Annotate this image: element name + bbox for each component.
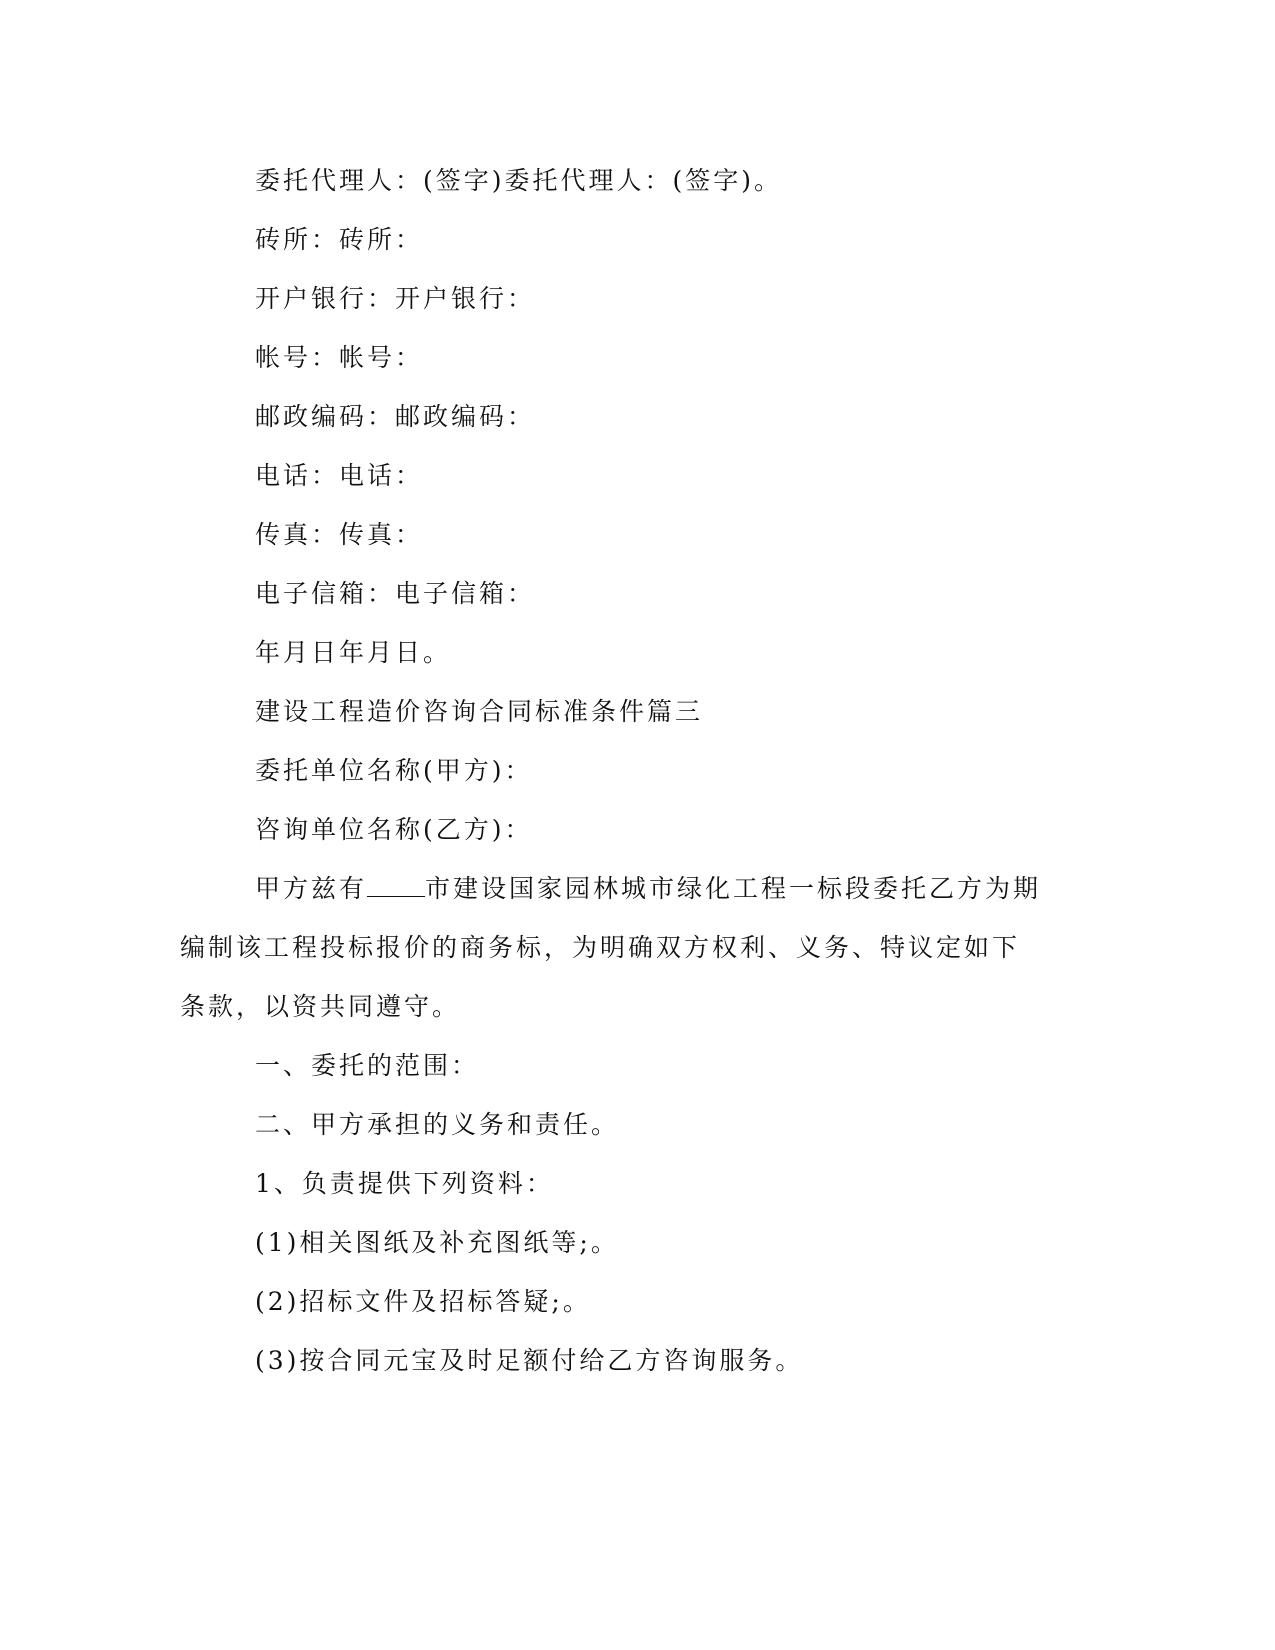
list-item: (2)招标文件及招标答疑;。 bbox=[255, 1287, 591, 1316]
obligations-heading: 二、甲方承担的义务和责任。 bbox=[255, 1110, 620, 1139]
address-line: 砖所：砖所： bbox=[255, 225, 424, 254]
paragraph-line-3: 条款，以资共同遵守。 bbox=[180, 992, 461, 1021]
phone-line: 电话：电话： bbox=[255, 461, 424, 490]
account-line: 帐号：帐号： bbox=[255, 343, 424, 372]
email-line: 电子信箱：电子信箱： bbox=[255, 579, 536, 608]
paragraph-line-1-start: 甲方兹有 bbox=[255, 874, 368, 903]
consultant-name-line: 咨询单位名称(乙方)： bbox=[255, 815, 533, 844]
fill-in-blank bbox=[367, 894, 425, 897]
section-heading: 建设工程造价咨询合同标准条件篇三 bbox=[255, 697, 704, 726]
date-line: 年月日年月日。 bbox=[255, 638, 452, 667]
signatory-line: 委托代理人：(签字)委托代理人：(签字)。 bbox=[255, 166, 783, 195]
paragraph-line-2: 编制该工程投标报价的商务标，为明确双方权利、义务、特议定如下 bbox=[180, 933, 1021, 962]
list-item: (1)相关图纸及补充图纸等;。 bbox=[255, 1228, 619, 1257]
list-item: 1、负责提供下列资料： bbox=[255, 1169, 554, 1198]
list-item: (3)按合同元宝及时足额付给乙方咨询服务。 bbox=[255, 1346, 804, 1375]
paragraph-line-1-end: 市建设国家园林城市绿化工程一标段委托乙方为期 bbox=[425, 874, 1042, 903]
bank-line: 开户银行：开户银行： bbox=[255, 284, 536, 313]
scope-heading: 一、委托的范围： bbox=[255, 1051, 480, 1080]
postcode-line: 邮政编码：邮政编码： bbox=[255, 402, 536, 431]
paragraph-line-1 bbox=[255, 874, 1041, 904]
fax-line: 传真：传真： bbox=[255, 520, 424, 549]
client-name-line: 委托单位名称(甲方)： bbox=[255, 756, 533, 785]
